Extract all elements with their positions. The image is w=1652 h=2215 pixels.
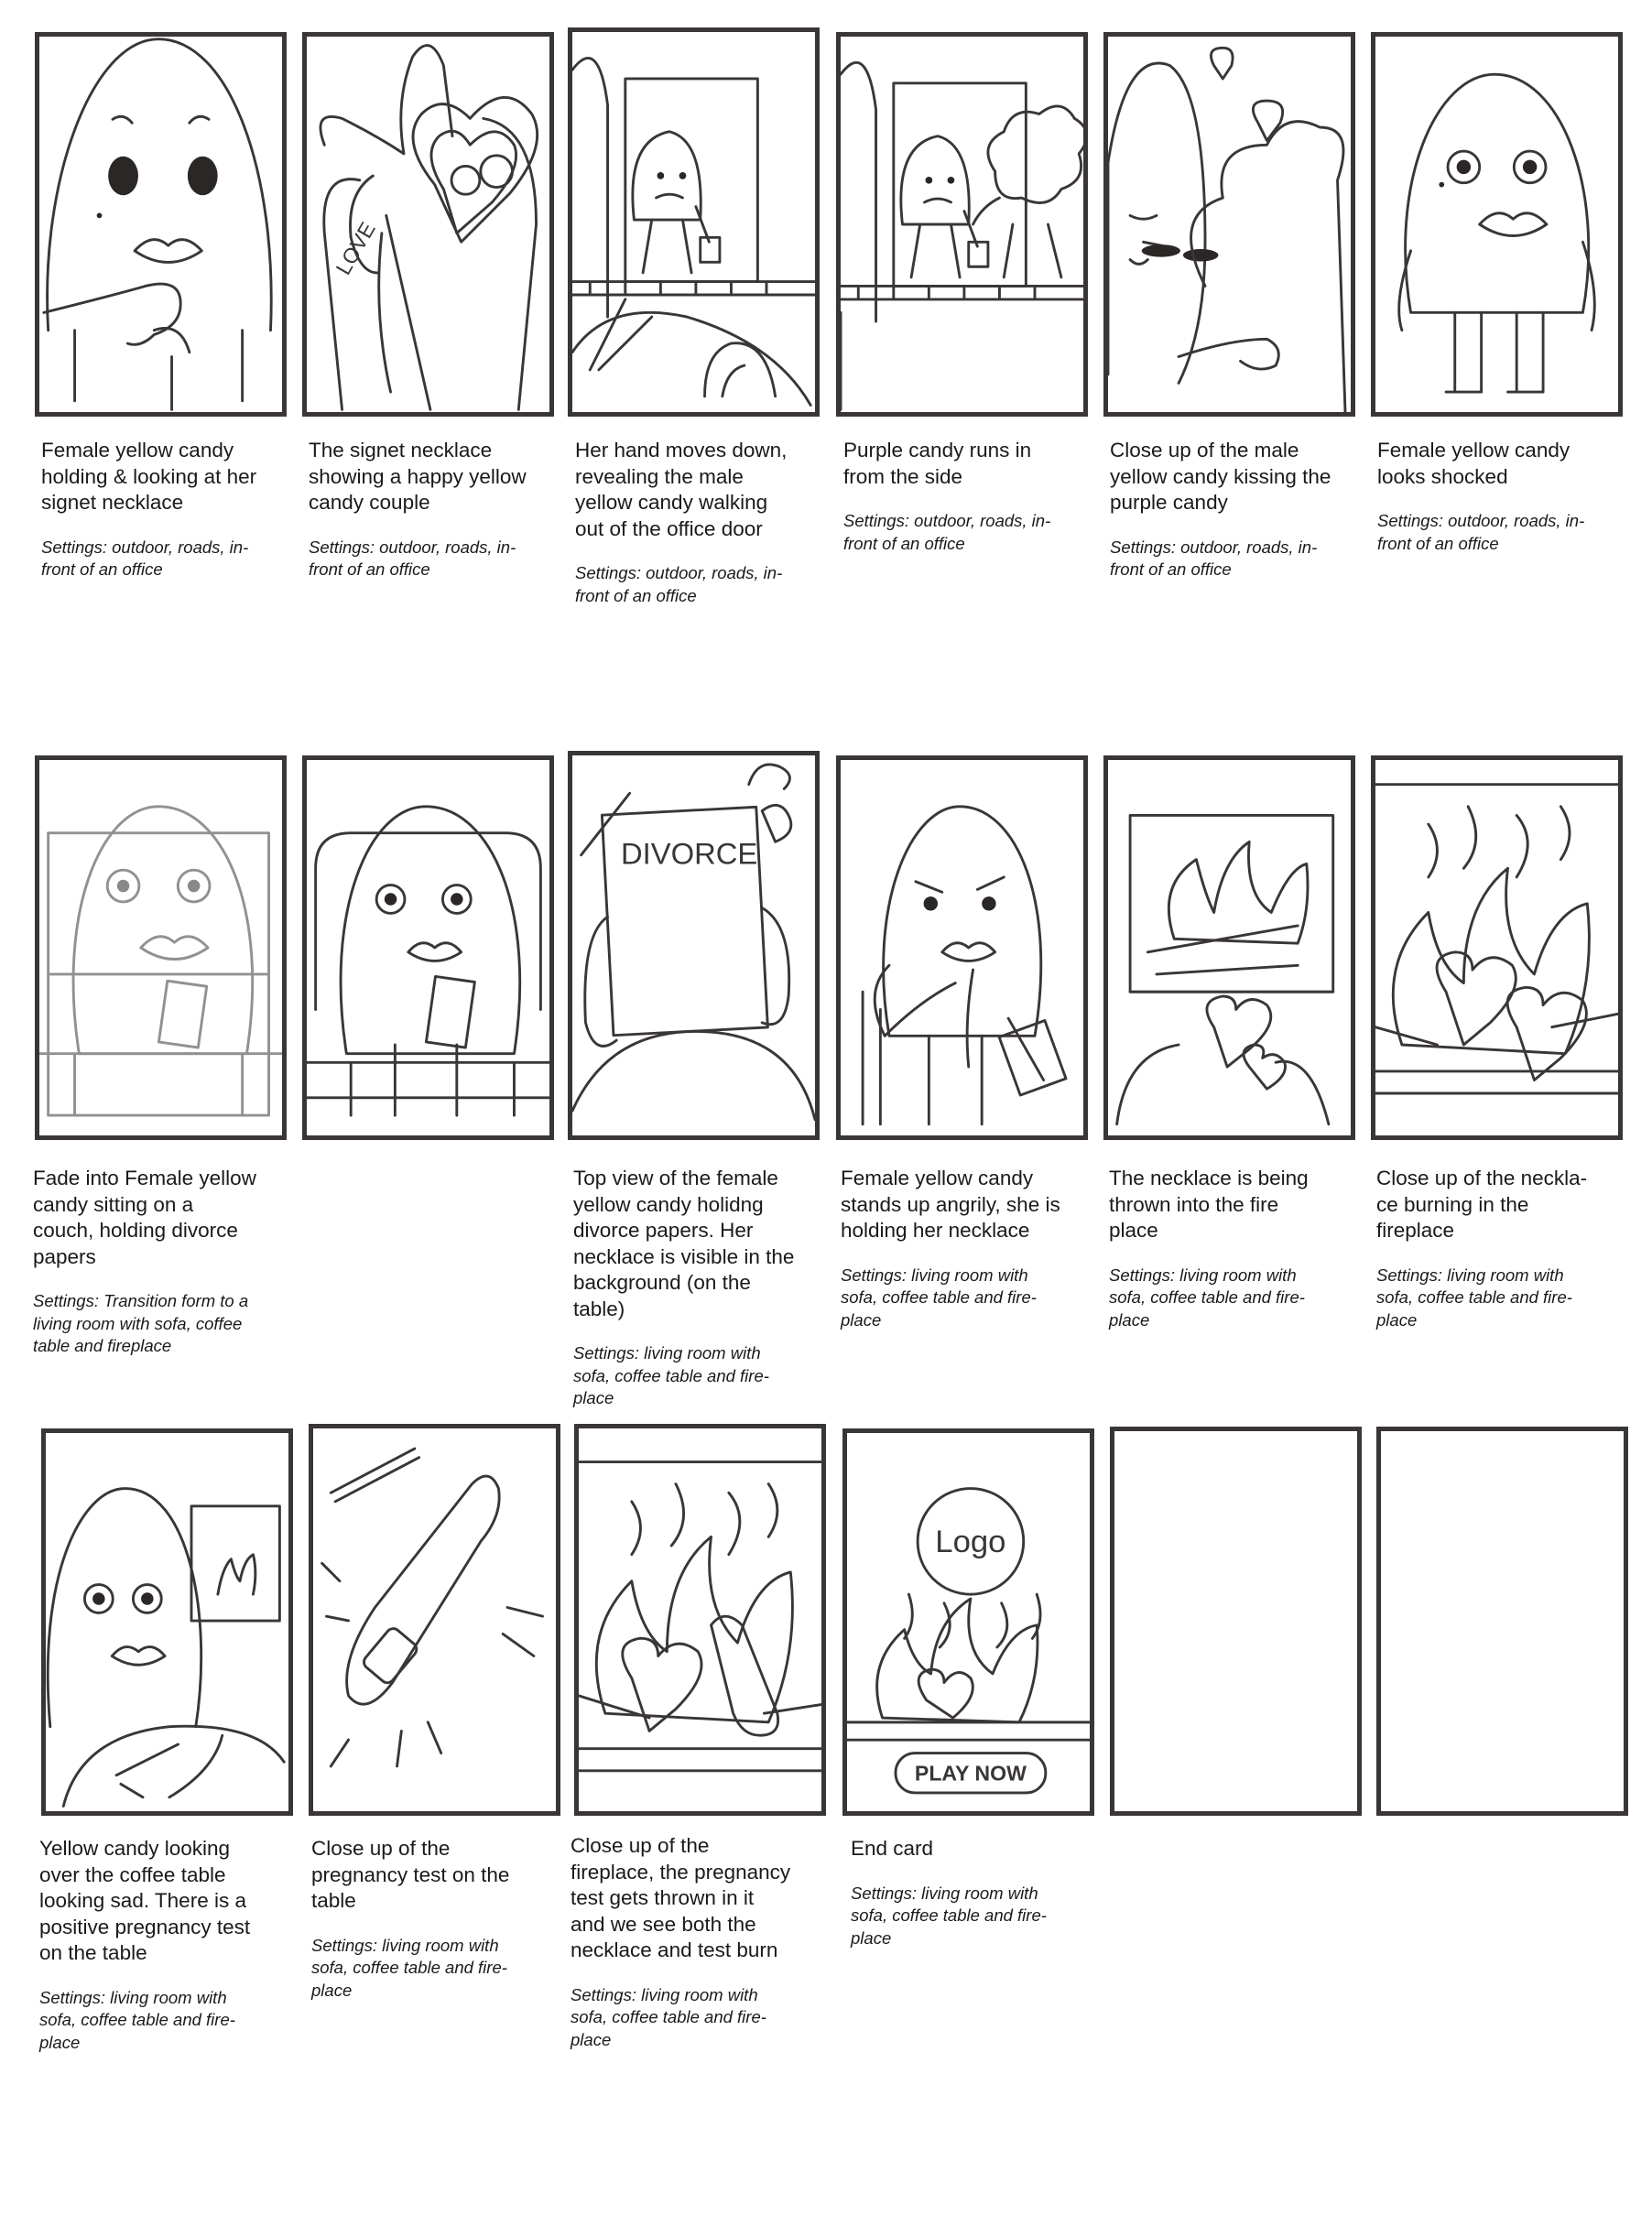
caption-3-2 <box>311 1836 557 2002</box>
panel-description: Fade into Female yellow candy sitting on a couch, holding divorce papers <box>33 1167 256 1268</box>
panel-1-5 <box>1103 32 1355 417</box>
panel-settings: Settings: living room with sofa, coffee table and fire- place <box>851 1883 1047 1948</box>
caption-1-3 <box>575 438 821 607</box>
panel-description: The necklace is being thrown into the fire place <box>1109 1167 1309 1242</box>
panel-settings: Settings: living room with sofa, coffee table and fire- place <box>573 1343 769 1407</box>
caption-2-1 <box>33 1166 278 1358</box>
panel-1-4 <box>836 32 1088 417</box>
panel-2-3 <box>568 751 820 1140</box>
panel-2-2 <box>302 755 554 1140</box>
panel-1-2 <box>302 32 554 417</box>
sketch-heart-necklace-couple <box>307 37 549 412</box>
caption-2-3 <box>573 1166 819 1410</box>
sketch-couch-holding-papers <box>307 760 549 1135</box>
sketch-office-door-male-candy <box>572 32 815 412</box>
panel-description: The signet necklace showing a happy yellow candy couple <box>309 439 527 514</box>
sketch-pregnancy-test-close-up <box>313 1428 556 1811</box>
panel-settings: Settings: outdoor, roads, in- front of an office <box>1377 511 1585 553</box>
panel-2-5 <box>1103 755 1355 1140</box>
end-card-logo: Logo <box>935 1524 1006 1559</box>
caption-1-1 <box>41 438 287 581</box>
panel-settings: Settings: living room with sofa, coffee table and fire- place <box>841 1265 1037 1330</box>
panel-settings: Settings: living room with sofa, coffee table and fire- place <box>571 1984 766 2049</box>
caption-2-4 <box>841 1166 1086 1331</box>
sketch-purple-candy-runs-in <box>841 37 1083 412</box>
panel-3-2 <box>309 1424 560 1816</box>
sketch-female-candy-holding-necklace <box>39 37 282 412</box>
panel-description: Top view of the female yellow candy holidng divorce papers. Her necklace is visible in the background (on the table) <box>573 1167 795 1320</box>
sketch-stands-up-angrily <box>841 760 1083 1135</box>
panel-settings: Settings: outdoor, roads, in- front of an office <box>575 563 783 605</box>
panel-3-5-empty <box>1110 1427 1362 1816</box>
panel-description: Yellow candy looking over the coffee table looking sad. There is a positive pregnancy test on the table <box>39 1837 251 1964</box>
panel-3-3 <box>574 1424 826 1816</box>
caption-3-3 <box>571 1833 816 2051</box>
panel-settings: Settings: Transition form to a living room with sofa, coffee table and fireplace <box>33 1291 249 1355</box>
divorce-paper-title: DIVORCE <box>621 836 758 871</box>
panel-description: Purple candy runs in from the side <box>843 439 1032 488</box>
sketch-necklace-burning-fireplace <box>1375 760 1618 1135</box>
sketch-necklace-and-test-burning <box>579 1428 821 1811</box>
panel-settings: Settings: living room with sofa, coffee table and fire- place <box>311 1935 507 2000</box>
panel-description: Close up of the neckla- ce burning in the fireplace <box>1376 1167 1588 1242</box>
caption-1-2 <box>309 438 554 581</box>
panel-description: Female yellow candy looks shocked <box>1377 439 1570 488</box>
sketch-female-candy-shocked <box>1375 37 1618 412</box>
panel-description: Close up of the male yellow candy kissing the purple candy <box>1110 439 1331 514</box>
sketch-sad-candy-coffee-table <box>46 1433 288 1811</box>
sketch-candies-kissing <box>1108 37 1351 412</box>
panel-description: Close up of the pregnancy test on the table <box>311 1837 510 1912</box>
sketch-end-card <box>847 1433 1090 1811</box>
panel-1-6 <box>1371 32 1623 417</box>
panel-settings: Settings: living room with sofa, coffee table and fire- place <box>1376 1265 1572 1330</box>
panel-settings: Settings: outdoor, roads, in- front of an office <box>309 537 516 579</box>
sketch-necklace-thrown-into-fire <box>1108 760 1351 1135</box>
panel-description: End card <box>851 1837 934 1860</box>
caption-3-4 <box>851 1836 1096 1949</box>
panel-2-1 <box>35 755 287 1140</box>
panel-settings: Settings: outdoor, roads, in- front of an office <box>1110 537 1318 579</box>
caption-1-5 <box>1110 438 1355 581</box>
caption-1-4 <box>843 438 1089 555</box>
sketch-fade-couch-divorce-papers <box>39 760 282 1135</box>
panel-description: Close up of the fireplace, the pregnancy test gets thrown in it and we see both the necklace and test burn <box>571 1834 791 1961</box>
sketch-top-view-divorce-papers <box>572 755 815 1135</box>
play-now-label: PLAY NOW <box>914 1761 1027 1786</box>
panel-settings: Settings: living room with sofa, coffee table and fire- place <box>1109 1265 1305 1330</box>
panel-3-4 <box>842 1428 1094 1816</box>
panel-2-6 <box>1371 755 1623 1140</box>
caption-3-1 <box>39 1836 285 2054</box>
panel-description: Her hand moves down, revealing the male yellow candy walking out of the office door <box>575 439 788 540</box>
panel-1-1 <box>35 32 287 417</box>
caption-1-6 <box>1377 438 1623 555</box>
panel-settings: Settings: living room with sofa, coffee table and fire- place <box>39 1987 235 2052</box>
panel-description: Female yellow candy stands up angrily, she is holding her necklace <box>841 1167 1060 1242</box>
panel-2-4 <box>836 755 1088 1140</box>
panel-description: Female yellow candy holding & looking at her signet necklace <box>41 439 257 514</box>
caption-2-5 <box>1109 1166 1354 1331</box>
panel-settings: Settings: outdoor, roads, in- front of an office <box>41 537 249 579</box>
panel-3-1 <box>41 1428 293 1816</box>
caption-2-6 <box>1376 1166 1622 1331</box>
love-engraving: LOVE <box>331 218 380 279</box>
panel-1-3 <box>568 27 820 417</box>
panel-settings: Settings: outdoor, roads, in- front of an office <box>843 511 1051 553</box>
panel-3-6-empty <box>1376 1427 1628 1816</box>
